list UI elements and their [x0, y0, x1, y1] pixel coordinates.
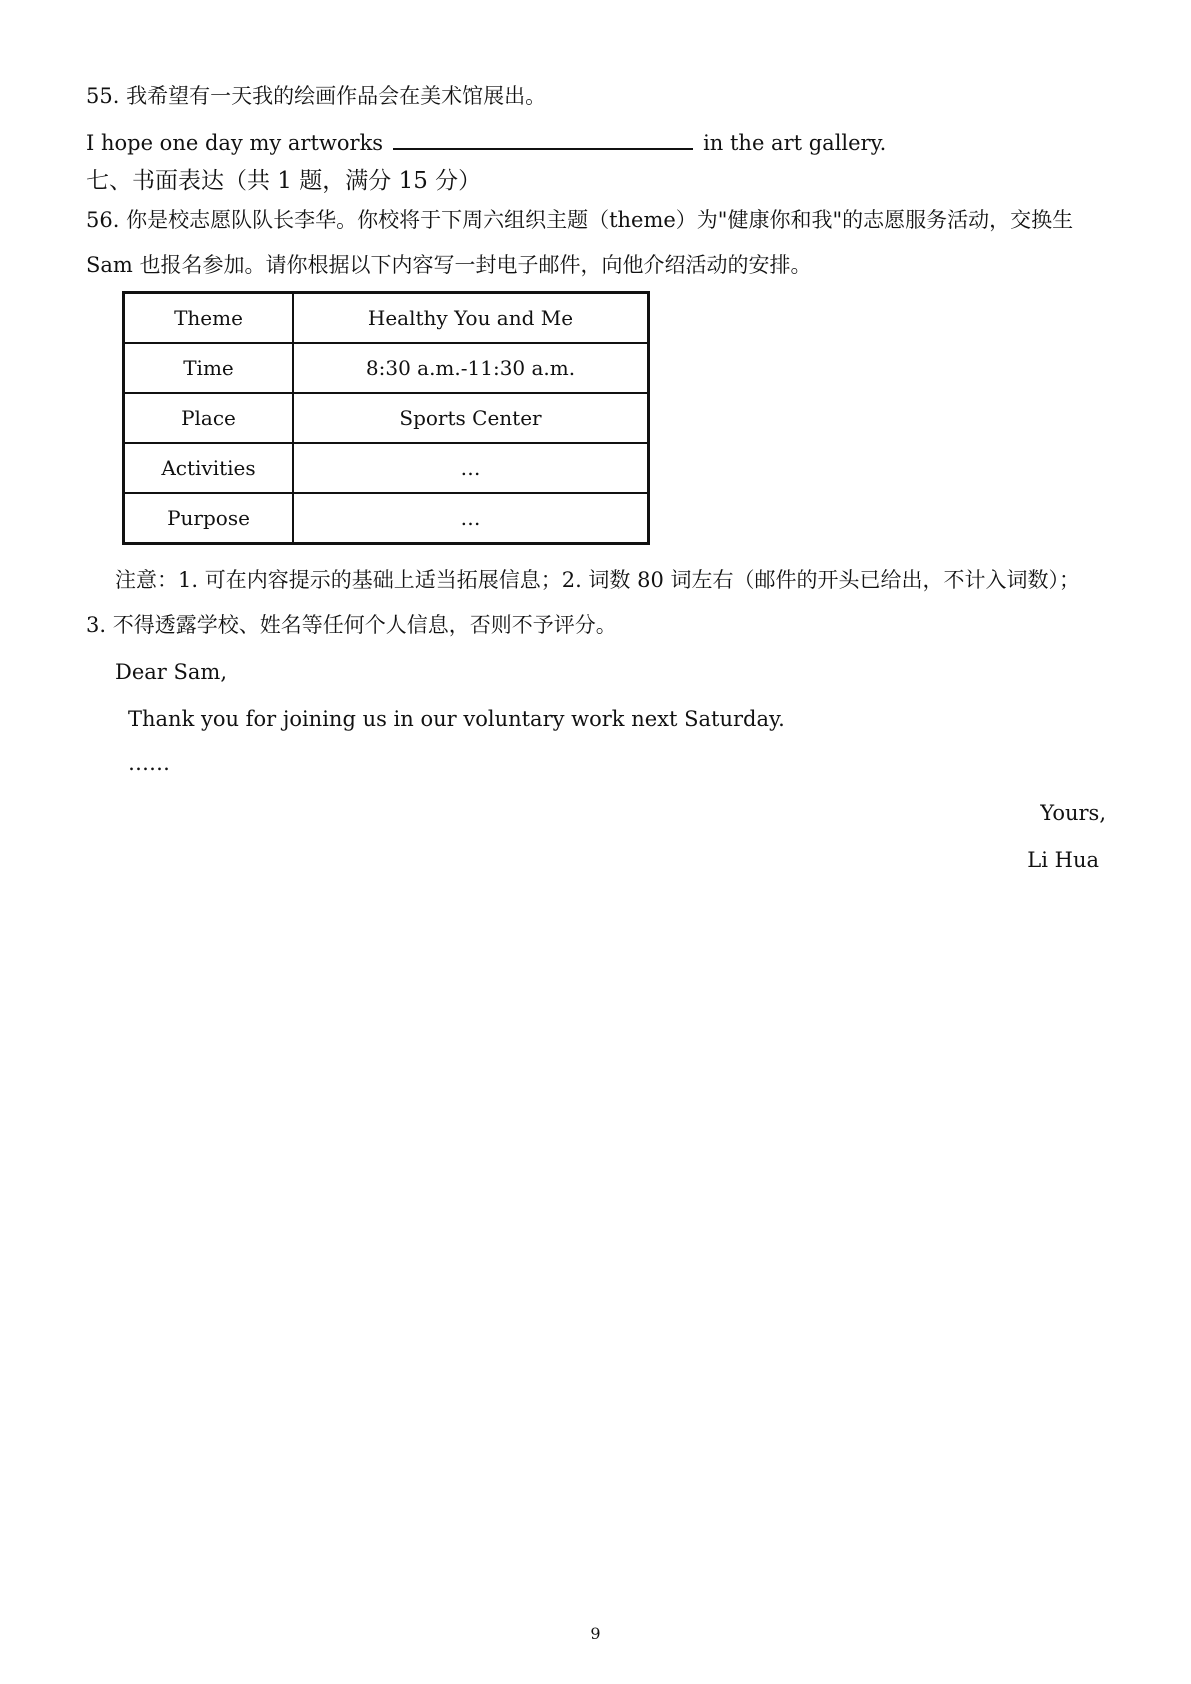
section-title: 七、书面表达（共 1 题，满分 15 分） — [86, 168, 482, 194]
question-55-prompt: 55. 我希望有一天我的绘画作品会在美术馆展出。 — [86, 84, 547, 108]
question-55-tail: in the art gallery. — [703, 131, 887, 155]
activity-info-table — [122, 291, 650, 545]
table-row — [124, 343, 649, 393]
row-label: Time — [124, 343, 294, 393]
letter-ellipsis: …… — [128, 751, 170, 775]
row-value: Healthy You and Me — [293, 293, 649, 344]
table-row — [124, 443, 649, 493]
answer-blank[interactable] — [393, 128, 693, 150]
row-value: 8:30 a.m.-11:30 a.m. — [293, 343, 649, 393]
letter-signature: Li Hua — [1027, 848, 1099, 872]
row-value: … — [293, 493, 649, 544]
notes-line-1: 注意：1. 可在内容提示的基础上适当拓展信息；2. 词数 80 词左右（邮件的开头已给出，不计入词数）； — [115, 568, 1080, 592]
row-label: Place — [124, 393, 294, 443]
letter-opening: Thank you for joining us in our voluntary work next Saturday. — [128, 707, 785, 731]
page-number: 9 — [590, 1624, 601, 1643]
question-56-line-2: Sam 也报名参加。请你根据以下内容写一封电子邮件，向他介绍活动的安排。 — [86, 253, 812, 277]
notes-line-2: 3. 不得透露学校、姓名等任何个人信息，否则不予评分。 — [86, 613, 617, 637]
question-55-lead: I hope one day my artworks — [86, 131, 384, 155]
question-55-sentence — [86, 128, 886, 156]
row-label: Purpose — [124, 493, 294, 544]
table-row — [124, 493, 649, 544]
row-value: Sports Center — [293, 393, 649, 443]
row-label: Theme — [124, 293, 294, 344]
question-56-line-1: 56. 你是校志愿队队长李华。你校将于下周六组织主题（theme）为"健康你和我"的志愿服务活动，交换生 — [86, 208, 1074, 232]
row-label: Activities — [124, 443, 294, 493]
letter-closing: Yours, — [1040, 801, 1106, 825]
letter-greeting: Dear Sam, — [115, 660, 227, 684]
table-row — [124, 293, 649, 344]
row-value: … — [293, 443, 649, 493]
table-row — [124, 393, 649, 443]
